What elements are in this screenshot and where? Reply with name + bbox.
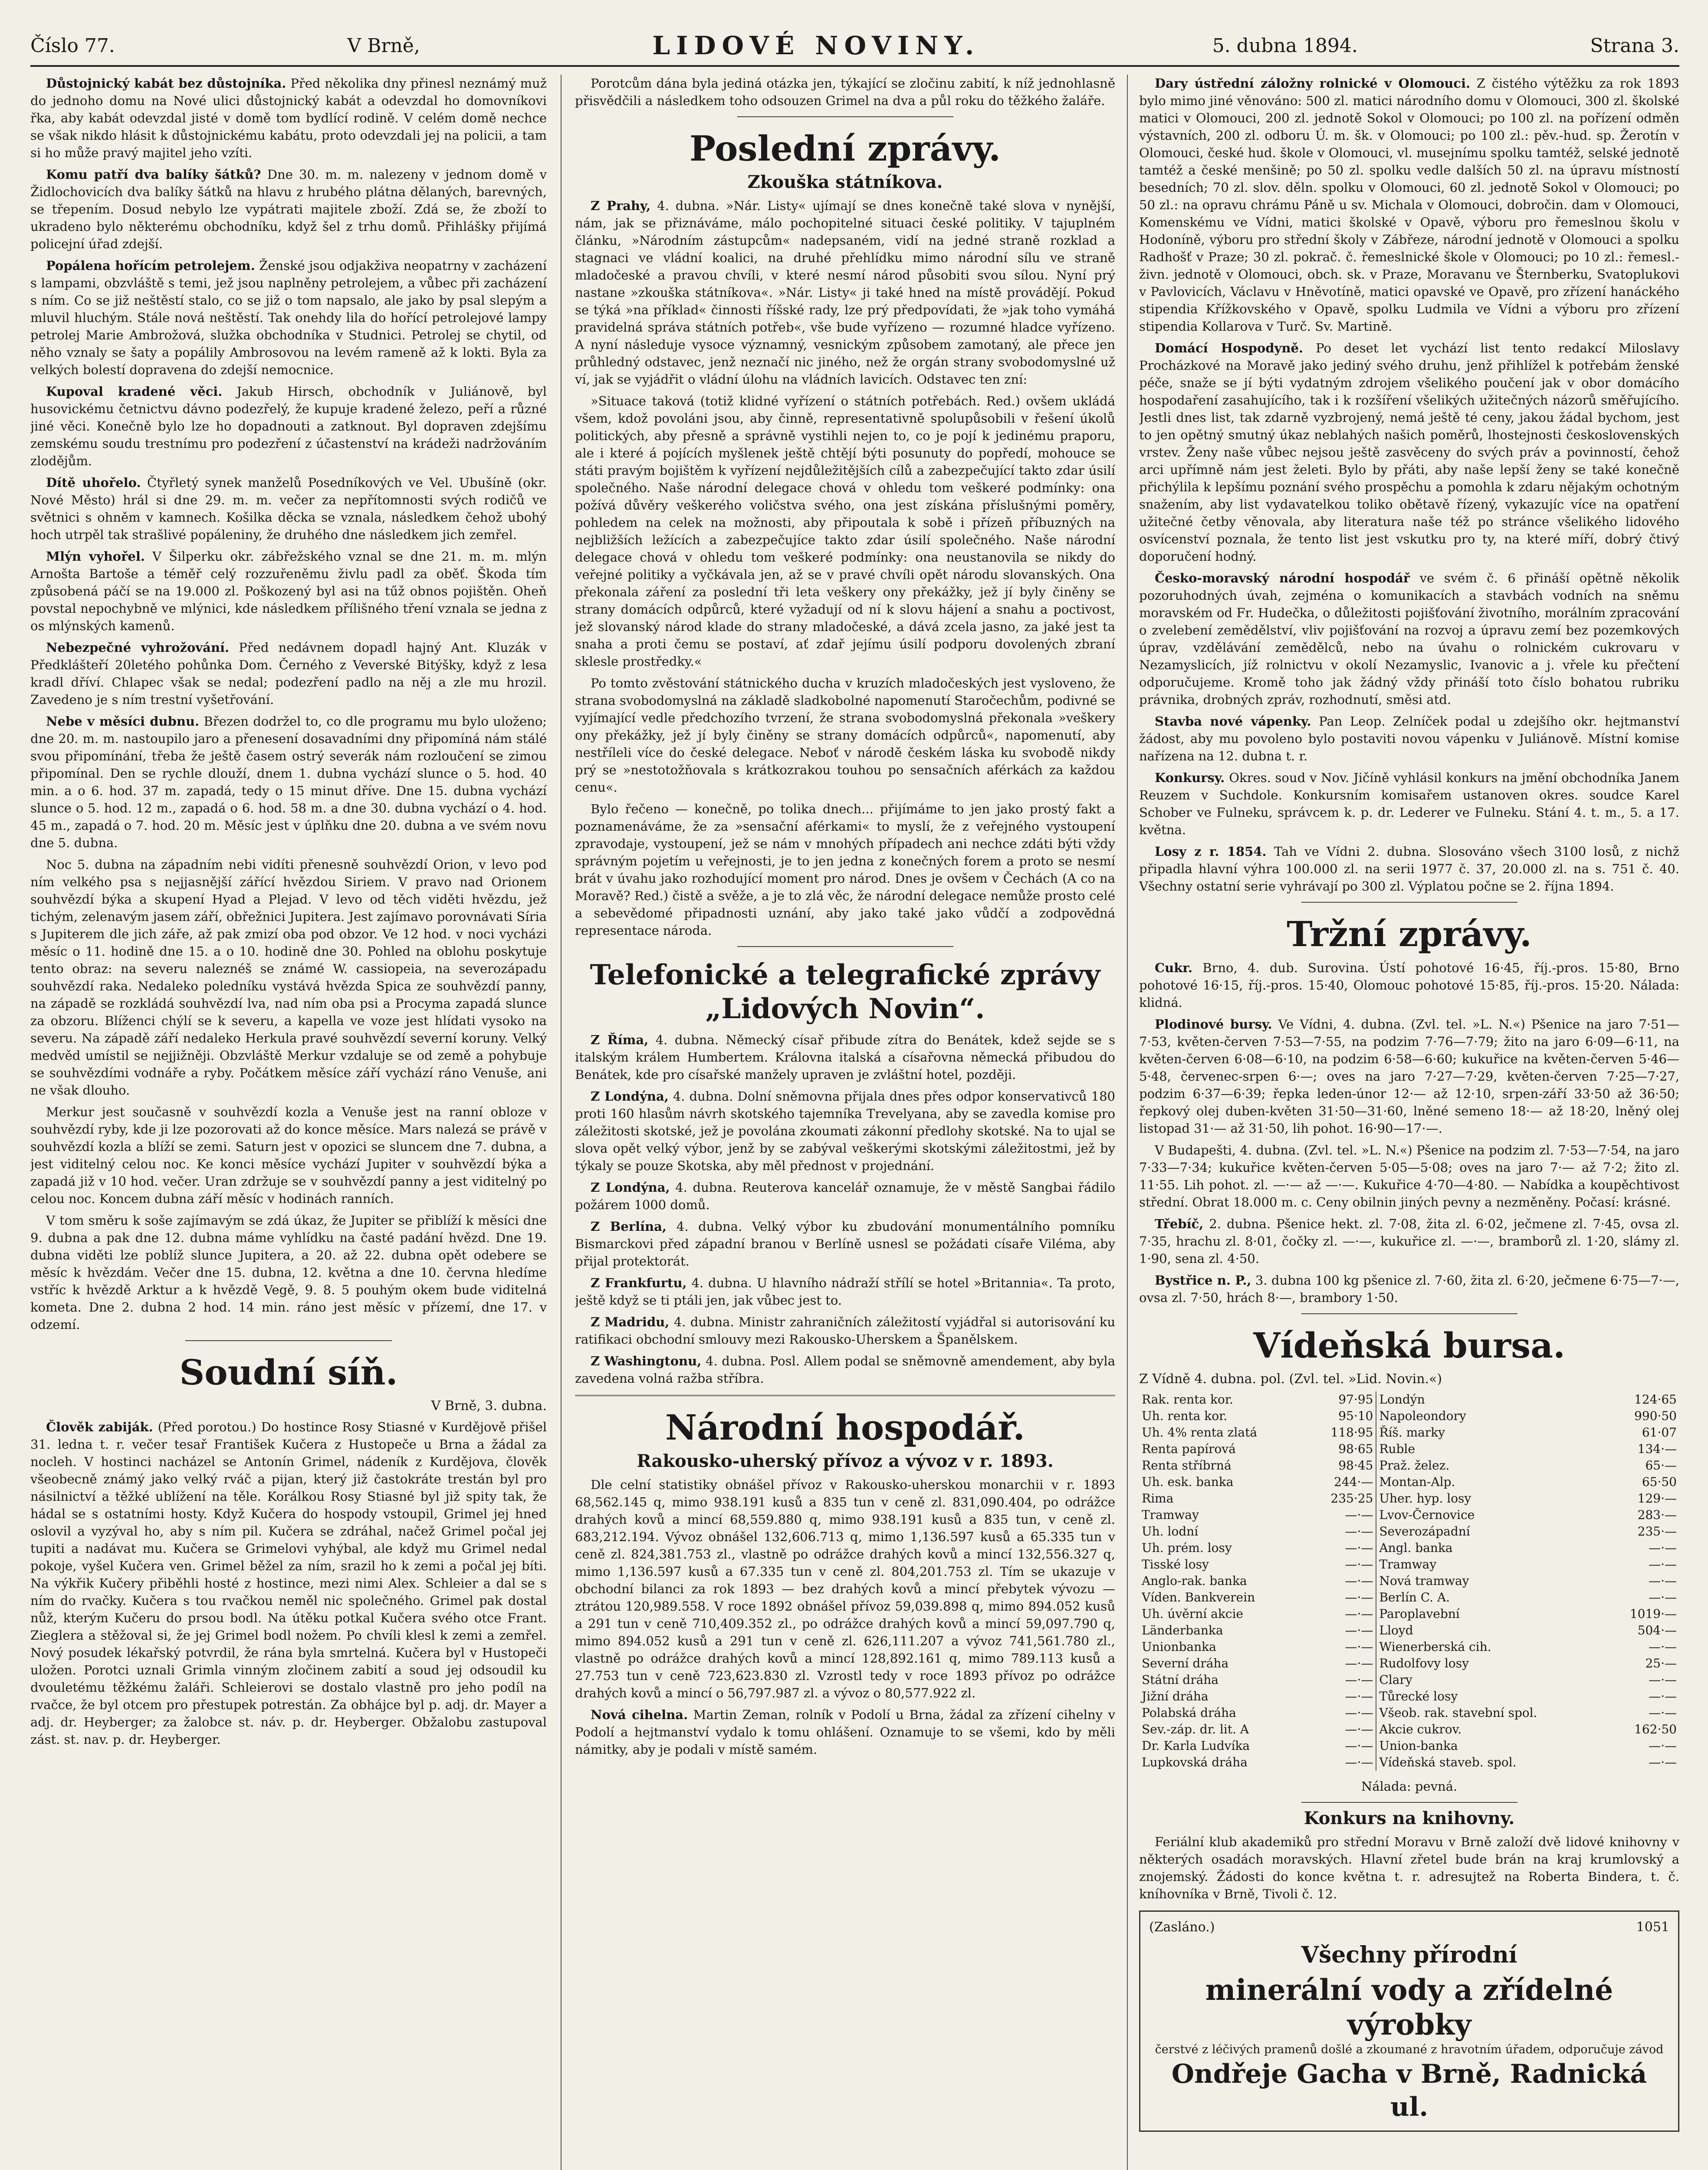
bursa-value: —·— bbox=[1308, 1523, 1376, 1540]
section-title-economy: Národní hospodář. bbox=[665, 1407, 1025, 1448]
bursa-value: 97·95 bbox=[1308, 1391, 1376, 1408]
bursa-value: 990·50 bbox=[1634, 1409, 1677, 1423]
bursa-value: 1019·— bbox=[1629, 1607, 1677, 1621]
bursa-value: —·— bbox=[1649, 1706, 1677, 1720]
article-lead: Dítě uhořelo. bbox=[46, 475, 141, 490]
article-paragraph bbox=[575, 1179, 1115, 1213]
bursa-name: Ruble bbox=[1379, 1442, 1415, 1456]
ad-text: čerstvé z léčivých pramenů došlé a zkoumané z hravotním úřadem, odporučuje závod bbox=[1155, 2043, 1664, 2056]
article-text: Po tomto zvěstování státnického ducha v kruzích mladočeských jest vysloveno, že strana svobodomyslná na základě sladkobolné napomenutí Staročechům, podivné se vyjímající vedle předchozího tvrzení, že strana svobodomyslná překonala »veškery ony překážky, jež jí byly činěny se strany domácích odpůrců«, napomenutí, aby nestříleli více do české delegace. Neboť v národě českém láska ku svobodě nikdy prý se »nestotožňovala s krátkozrakou touhou po sensačních aférkách za každou cenu«. bbox=[575, 676, 1115, 795]
article-lead: Komu patří dva balíky šátků? bbox=[46, 167, 261, 182]
issue-date: 5. dubna 1894. bbox=[1212, 34, 1358, 57]
article-text: 4. dubna. »Nár. Listy« ujímají se dnes konečně také slova v nynější, nám, jak se přiznáváme, málo pochopitelné situaci české politiky. V tajuplném článku, »Národním zástupcům« nadepsaném, vidí na jedné straně rozklad a stagnaci ve vládní koalici, na druhé přehlídku mimo národní sílu ve straně mladočeské a pravou chvíli, v které nesmí národ působiti svou sílou. Nyní prý nastane »zkouška státníkova«. »Nár. Listy« ji také hned na místě provádějí. Pokud se týká »na příklad« činnosti říšské rady, lze prý předpovídati, že »jak toho vymáhá pravidelná správa státních potřeb«, vše bude vyřízeno — rozumné hladce vyřízeno. A nyní následuje vysoce významný, vesnickým způsobem zamotaný, ale přece jen průhledný odstavec, jenž neznačí nic jiného, než že orgán strany svobodomyslné už ví, jak se vyjádřit o vládní úlohu na vládních lavicích. Odstavec ten zní: bbox=[575, 198, 1115, 387]
section-title-latest: Poslední zprávy. bbox=[689, 128, 1001, 169]
bursa-value: 244·— bbox=[1308, 1474, 1376, 1490]
article-paragraph bbox=[30, 713, 547, 852]
telegraph-news bbox=[575, 1031, 1115, 1387]
separator bbox=[737, 946, 953, 947]
separator bbox=[1301, 902, 1517, 903]
bursa-value: —·— bbox=[1308, 1639, 1376, 1655]
bursa-value: 25·— bbox=[1645, 1656, 1677, 1670]
bursa-value: 95·10 bbox=[1308, 1408, 1376, 1424]
article-text: 4. dubna. Dolní sněmovna přijala dnes přes odpor konservativců 180 proti 160 hlasům návrh skotského tajemníka Trevelyana, aby se zavedla komise pro záležitosti skotské, jež je povolána zkoumati zákonní předlohy skotské. Na to ujal se slova opět velký výbor, jenž by se zabýval veškerými skotskými záležitostmi, jež by týkaly se pouze Skotska, aby měl přednost v projednání. bbox=[575, 1089, 1115, 1173]
market-news bbox=[1139, 959, 1679, 1306]
article-text: 3. dubna 100 kg pšenice zl. 7·60, žita zl. 6·20, ječmene 6·75—7·—, ovsa zl. 7·50, hrách 8·—, brambory 1·50. bbox=[1139, 1273, 1679, 1305]
bursa-name: Dr. Karla Ludvíka bbox=[1142, 1739, 1250, 1753]
article-text: 4. dubna. Ministr zahraničních záležitostí vyjádřal si autorisování ku ratifikaci obchodní smlouvy mezi Rakousko-Uherskem a Španělskem. bbox=[575, 1315, 1115, 1347]
bursa-name: Tisské losy bbox=[1142, 1557, 1209, 1572]
bursa-name: Berlín C. A. bbox=[1379, 1590, 1450, 1604]
bursa-name: Länderbanka bbox=[1142, 1623, 1223, 1637]
article-lead: Domácí Hospodyně. bbox=[1155, 341, 1304, 355]
article-lead: Třebíč, bbox=[1155, 1217, 1204, 1231]
bursa-value: —·— bbox=[1308, 1738, 1376, 1754]
separator bbox=[185, 1340, 392, 1341]
article-paragraph bbox=[575, 392, 1115, 670]
article-paragraph bbox=[575, 1274, 1115, 1309]
article-paragraph bbox=[30, 474, 547, 543]
bursa-value: —·— bbox=[1308, 1754, 1376, 1771]
table-row bbox=[1139, 1441, 1679, 1457]
article-paragraph: Porotcům dána byla jediná otázka jen, týkající se zločinu zabití, k níž jednohlasně přisvědčili a následkem toho odsouzen Grimel na dva a půl roku do těžkého žaláře. bbox=[575, 76, 1115, 108]
bursa-name: Uh. esk. banka bbox=[1142, 1475, 1234, 1489]
column-1 bbox=[30, 75, 547, 2170]
article-text: Merkur jest současně v souhvězdí kozla a Venuše jest na ranní obloze v souhvězdí ryby, kde ji lze pozorovati až do konce měsíce. Mars nalezá se právě v souhvězdí kozla a blíží se zemi. Saturn jest v opozici se sluncem dne 7. dubna, a jest viditelný celou noc. Ke konci měsíce vychází Jupiter v souhvězdí býka a zapadá již v 10 hod. večer. Uran zdržuje se v souhvězdí panny a jest viditelný po celou noc. Koncem dubna září měsíc v hodinách ranních. bbox=[30, 1105, 547, 1206]
bursa-value: 129·— bbox=[1637, 1491, 1677, 1506]
article-lead: Kupoval kradené věci. bbox=[46, 384, 223, 399]
table-row bbox=[1139, 1540, 1679, 1556]
article-lead: Z Washingtonu, bbox=[591, 1354, 702, 1368]
article-text: 4. dubna. Posl. Allem podal se sněmovně amendement, aby byla zavedena volná ražba stříbra. bbox=[575, 1354, 1115, 1386]
column-3 bbox=[1139, 75, 1679, 2170]
bursa-name: Akcie cukrov. bbox=[1379, 1722, 1462, 1736]
table-row bbox=[1139, 1457, 1679, 1474]
bursa-value: 162·50 bbox=[1634, 1722, 1677, 1736]
article-text: Brno, 4. dub. Surovina. Ústí pohotové 16·45, říj.-pros. 15·80, Brno pohotové 16·15, říj.-pros. 15·40, Olomouc pohotové 15·85, říj.-pros. 15·20. Nálada: klidná. bbox=[1139, 960, 1679, 1010]
table-row bbox=[1139, 1490, 1679, 1507]
bursa-name: Montan-Alp. bbox=[1379, 1475, 1455, 1489]
bursa-value: —·— bbox=[1649, 1541, 1677, 1555]
article-title: Rakousko-uherský přívoz a vývoz v r. 1893. bbox=[637, 1451, 1054, 1471]
bursa-name: Nová tramway bbox=[1379, 1574, 1469, 1588]
table-row bbox=[1139, 1622, 1679, 1639]
section-title-market: Tržní zprávy. bbox=[1287, 914, 1532, 954]
economy-news bbox=[575, 1476, 1115, 1758]
article-paragraph bbox=[1139, 1272, 1679, 1306]
bursa-name: Londýn bbox=[1379, 1392, 1425, 1407]
table-row bbox=[1139, 1655, 1679, 1672]
table-row bbox=[1139, 1639, 1679, 1655]
ad-title: Všechny přírodní bbox=[1301, 1942, 1517, 1968]
article-paragraph bbox=[30, 1212, 547, 1333]
dateline: Z Vídně 4. dubna. pol. (Zvl. tel. »Lid. Novin.«) bbox=[1139, 1371, 1442, 1387]
bursa-value: —·— bbox=[1308, 1589, 1376, 1606]
article-paragraph bbox=[30, 75, 547, 161]
article-lead: Losy z r. 1854. bbox=[1155, 844, 1267, 859]
bursa-value: 235·25 bbox=[1308, 1490, 1376, 1507]
article-lead: Česko-moravský národní hospodář bbox=[1155, 571, 1410, 585]
bursa-value: —·— bbox=[1308, 1507, 1376, 1523]
bursa-name: Praž. želez. bbox=[1379, 1458, 1450, 1473]
bursa-name: Tramway bbox=[1142, 1508, 1199, 1522]
bursa-value: —·— bbox=[1649, 1557, 1677, 1572]
article-lead: Důstojnický kabát bez důstojníka. bbox=[46, 76, 286, 91]
table-row bbox=[1139, 1391, 1679, 1408]
bursa-name: Uh. renta kor. bbox=[1142, 1409, 1228, 1423]
article-text: Pan Leop. Zelníček podal u zdejšího okr. hejtmanství žádost, aby mu povoleno bylo postaviti novou vápenku v Juliánově. Místní komise nařízena na 12. dubna t. r. bbox=[1139, 714, 1679, 763]
bursa-name: Rak. renta kor. bbox=[1142, 1392, 1234, 1407]
article-lead: Z Berlína, bbox=[591, 1219, 667, 1234]
article-lead: Z Londýna, bbox=[591, 1180, 670, 1195]
article-text: 2. dubna. Pšenice hekt. zl. 7·08, žita zl. 6·02, ječmene zl. 7·45, ovsa zl. 7·35, hrachu zl. 8·01, čočky zl. —·—, kukuřice zl. —·—, bramborů zl. 1·20, slámy zl. 1·90, sena zl. 4·50. bbox=[1139, 1217, 1679, 1266]
bursa-name: Víden. Bankverein bbox=[1142, 1590, 1255, 1604]
newspaper-title: LIDOVÉ NOVINY. bbox=[652, 31, 980, 60]
article-lead: Nebe v měsíci dubnu. bbox=[46, 714, 200, 729]
article-text: Z čistého výtěžku za rok 1893 bylo mimo jiné věnováno: 500 zl. matici národního domu v Olomouci, 300 zl. školské matici v Olomouci, 200 zl. jednotě Sokol v Olomouci; po 100 zl. na pořízení odměn výstavních, 200 zl. odboru Ú. m. šk. v Olomouci; po 100 zl.: pěv.-hud. sp. Žerotín v Olomouci, české hud. škole v Olomouci, vl. musejnímu spolku tamtéž, selské jednotě tamtéž a české menšině; po 50 zl. spolku vedle dalších 50 zl. na úpravu místností besedních; 70 zl. slov. děln. spolku v Olomouci, 60 zl. jednotě Sokol v Olomouci; po 50 zl.: na opravu chrámu Páně u sv. Michala v Olomouci, dobročin. dam v Olomouci, Komenskému ve Vídni, matici školské v Opavě, výboru pro řemeslnou školu v Hodoníně, výboru pro střední školy v Zábřeze, národní jednotě v Olomouci a spolku Radhošť v Praze; 30 zl. pokrač. č. řemeslnické škole v Olomouci; po 10 zl.: řemesl.-živn. jednotě v Olomouci, obch. sk. v Praze, Moravanu ve Šternberku, Svatoplukovi v Pavlovicích, Václavu v Hněvotíně, matici opavské ve Opavě, pro zřízení hanáckého stipendia Křížkovského v Opavě, spolku Ludmila ve Vídni a výboru pro zřízení stipendia Kollarova v Turč. Sv. Martině. bbox=[1139, 76, 1679, 334]
bursa-name: Polabská dráha bbox=[1142, 1706, 1236, 1720]
bursa-value: —·— bbox=[1649, 1739, 1677, 1753]
article-paragraph bbox=[1139, 1215, 1679, 1267]
issue-number: Číslo 77. bbox=[30, 34, 115, 57]
table-row bbox=[1139, 1408, 1679, 1424]
column-rule bbox=[1127, 75, 1128, 2170]
bursa-name: Anglo-rak. banka bbox=[1142, 1574, 1247, 1588]
article-paragraph bbox=[30, 856, 547, 1099]
bursa-value: 283·— bbox=[1637, 1508, 1677, 1522]
table-row bbox=[1139, 1507, 1679, 1523]
bursa-name: Wienerberská cih. bbox=[1379, 1640, 1491, 1654]
article-text: Před nedávnem dopadl hajný Ant. Kluzák v Předklášteří 20letého pohůnka Dom. Černého z Veverské Bitýšky, když z lesa kradl dříví. Chlapec však se nedal; podezření padlo na něj a zle mu hrozil. Zavedeno je s ním trestní vyšetřování. bbox=[30, 640, 547, 707]
article-paragraph bbox=[1139, 75, 1679, 335]
bursa-value: —·— bbox=[1649, 1755, 1677, 1769]
bursa-name: Renta papírová bbox=[1142, 1442, 1236, 1456]
article-lead: Stavba nové vápenky. bbox=[1155, 714, 1311, 729]
article-paragraph bbox=[30, 257, 547, 378]
article-text: Jakub Hirsch, obchodník v Juliánově, byl husovickému četnictvu dávno podezřelý, že kupuje kradené železo, peří a různé jiné věci. Konečně bylo lze ho dopadnouti a zatknout. Byl dopraven zdejšímu zemskému soudu trestnímu pro podezření z účastenství na krádeži nadržováním zlodějům. bbox=[30, 384, 547, 468]
bursa-name: Uh. úvěrní akcie bbox=[1142, 1607, 1243, 1621]
bursa-name: Jižní dráha bbox=[1142, 1689, 1209, 1703]
table-row bbox=[1139, 1589, 1679, 1606]
bursa-value: —·— bbox=[1308, 1705, 1376, 1721]
table-row bbox=[1139, 1721, 1679, 1738]
article-paragraph bbox=[1139, 959, 1679, 1011]
article-paragraph bbox=[575, 1352, 1115, 1387]
latest-news bbox=[575, 197, 1115, 939]
bursa-name: Říš. marky bbox=[1379, 1425, 1445, 1440]
article-text: (Před porotou.) Do hostince Rosy Stiasné v Kurdějově přišel 31. ledna t. r. večer tesař František Kučera z Hustopeče u Brna a žádal za nocleh. V hostinci nacházel se Antonín Grimel, nádeník z Kurdějova, člověk všeobecně známý jako velký rváč a pijan, který již častokráte trestán byl pro násilnictví a těžké ublížení na těle. Korálkou Rosy Stiasné byl již spity tak, že hádal se s ostatními hosty. Když Kučera do hospody vstoupil, Grimel jej hned oslovil a vyzýval ho, aby s ním pil. Kučera se zdráhal, načež Grimel počal jej tupiti a nadávat mu. Kučera se Grimelovi vyhýbal, ale když mu Grimel nedal pokoje, vyšel Kučera ven. Grimel běžel za ním, srazil ho k zemi a počal jej bíti. Na výkřik Kučery přiběhli hosté z hostince, mezi nimi Alex. Schleier a dal se s ním do rvačky. Kučera s tou rvačkou neměl nic společného. Grimel pak dostal nůž, kterým Kučeru do prsou bodl. Na útěku potkal Kučera svého otce Frant. Zieglera a stěžoval si, že jej Grimel bodl nožem. Po chvíli klesl k zemi a zemřel. Nový posudek lékařský potvrdil, že rána byla smrtelná. Kučera byl v Hustopeči uložen. Porotci uznali Grimla vinným zločinem zabití a soud jej odsoudil ku dvouletému těžkému žaláři. Schleierovi se dostalo vlastně pro jeho podíl na rvačce, že byl otcem pro přestupek potrestán. Za obhájce byl p. adj. dr. Mayer a adj. dr. Heyberger; za žalobce st. náv. p. dr. Heyberger. Obžalobu zastupoval zást. st. nav. p. dr. Heyberger. bbox=[30, 1420, 547, 1747]
bursa-name: Paroplavební bbox=[1379, 1607, 1460, 1621]
bursa-name: Rudolfovy losy bbox=[1379, 1656, 1469, 1670]
article-lead: Mlýn vyhořel. bbox=[46, 549, 145, 564]
article-lead: Nová cihelna. bbox=[591, 1707, 688, 1722]
bursa-value: —·— bbox=[1308, 1721, 1376, 1738]
article-text: Dne 30. m. m. nalezeny v jednom domě v Židlochovicích dva balíky šátků na hlavu z hrubého plátna dělaných, barevných, se třepením. Dosud nebylo lze vypátrati majitele zboží. Zdá se, že zboží to ukradeno bylo některému obchodníku, když šel z trhu domů. Přihlášky přijímá policejní úřad zdejší. bbox=[30, 167, 547, 251]
article-text: Noc 5. dubna na západním nebi vidíti přenesně souhvězdí Orion, v levo pod ním velkého psa s nejjasnější zářící hvězdou Siriem. V pravo nad Orionem souhvězdí býka a skupení Hyad a Plejad. V levo od těch viděti hvězdu, jež tichým, zelenavým jasem září, obřežnici Jupitera. Jest zajímavo porovnávati Síria s Jupiterem dle jich záře, až pak zmizí oba pod obzor. Ve 12 hod. v noci vycházi měsíc o 11. hodině dne 15. a o 10. hodině dne 30. Pohled na oblohu poskytuje tento obraz: na severu naleznéš se známé W. cassiopeia, na severozápadu souhvězdí raka. Nedaleko poledníku vystává hvězda Spica ze souhvězdí panny, na západě se rozkládá souhvězdí lva, nad ním oba psi a Procyma zapadá slunce za obzoru. Blíženci chýlí se k severu, a kapella ve voze jest hlídati vysoko na severu. Na západě září nedaleko Herkula pravé souhvězdí severní koruny. Velký medvěd umístil se nejjižněji. Obzvláště Merkur vzdaluje se od země a pohybuje se souhvězdími vodnáře a ryby. Počátkem měsíce září vychází ráno Venuše, ani ne však dlouho. bbox=[30, 857, 547, 1098]
bursa-value: 65·50 bbox=[1642, 1475, 1677, 1489]
article-paragraph bbox=[30, 639, 547, 708]
bursa-name: Uh. lodní bbox=[1142, 1524, 1199, 1539]
article-text: V tom směru k soše zajímavým se zdá úkaz, že Jupiter se přiblíží k měsíci dne 9. dubna a pak dne 12. dubna máme vyhlídku na časté padání hvězd. Dne 19. dubna viděti lze poblíž slunce Jupitera, a 20. až 22. dubna opět odebere se měsíc k hvězdám. Večer dne 15. dubna, 12. května a dne 10. června hledíme vstříc k hvězdě Arktur a k hvězdě Vegě, 9. 8. 5 pouhým okem bude viditelná kometa. Dne 2. dubna 2 hod. 14 min. ráno jest měsíc v přízemí, dne 17. v odzemí. bbox=[30, 1213, 547, 1332]
article-lead: Z Frankfurtu, bbox=[591, 1276, 687, 1290]
bursa-name: Uh. prém. losy bbox=[1142, 1541, 1232, 1555]
separator bbox=[1301, 1802, 1517, 1803]
article-title: Konkurs na knihovny. bbox=[1304, 1808, 1515, 1828]
article-paragraph bbox=[1139, 339, 1679, 565]
article-text: 4. dubna. Německý císař přibude zítra do Benátek, kdež sejde se s italským králem Humbertem. Královna italská a císařovna německá přibudou do Benátek, kde pro císařské manžely upraven je zvláštní hotel, později. bbox=[575, 1032, 1115, 1082]
article-lead: Popálena hořícím petrolejem. bbox=[46, 258, 255, 273]
bursa-name: Tůrecké losy bbox=[1379, 1689, 1458, 1703]
column-2 bbox=[575, 75, 1115, 2170]
table-row bbox=[1139, 1606, 1679, 1622]
masthead bbox=[30, 26, 1679, 67]
article-paragraph: Feriální klub akademiků pro střední Moravu v Brně založí dvě lidové knihovny v některých osadách moravských. Hlavní zřetel bude brán na kraj krumlovský a znojemský. Žádosti do konce května t. r. adresujtež na Roberta Bindera, t. č. kníhovníka v Brně, Tivoli č. 12. bbox=[1139, 1835, 1679, 1901]
bursa-name: Severní dráha bbox=[1142, 1656, 1229, 1670]
bursa-name: Uher. hyp. losy bbox=[1379, 1491, 1472, 1506]
page-number: Strana 3. bbox=[1590, 34, 1679, 57]
separator bbox=[737, 116, 953, 117]
bursa-value: 98·45 bbox=[1308, 1457, 1376, 1474]
bursa-name: Státní dráha bbox=[1142, 1673, 1219, 1687]
article-paragraph bbox=[1139, 769, 1679, 838]
article-paragraph bbox=[575, 1088, 1115, 1174]
separator bbox=[575, 1395, 1115, 1396]
table-row bbox=[1139, 1556, 1679, 1573]
article-paragraph bbox=[1139, 843, 1679, 895]
bursa-name: Lupkovská dráha bbox=[1142, 1755, 1248, 1769]
bursa-value: —·— bbox=[1649, 1574, 1677, 1588]
article-paragraph bbox=[30, 548, 547, 635]
bursa-value: 98·65 bbox=[1308, 1441, 1376, 1457]
table-row bbox=[1139, 1688, 1679, 1705]
section-title-telegraph: Telefonické a telegrafické zprávy „Lidových Novin“. bbox=[590, 959, 1100, 1025]
bursa-value: —·— bbox=[1649, 1590, 1677, 1604]
column-rule bbox=[561, 75, 562, 2170]
article-lead: Z Londýna, bbox=[591, 1089, 669, 1104]
bursa-name: Napoleondory bbox=[1379, 1409, 1466, 1423]
bursa-value: —·— bbox=[1308, 1573, 1376, 1589]
article-text: 4. dubna. Reuterova kancelář oznamuje, že v městě Sangbai řádilo požárem 1000 domů. bbox=[575, 1180, 1115, 1212]
ad-title: minerální vody a zřídelné výrobky bbox=[1205, 1973, 1613, 2042]
article-paragraph bbox=[575, 1476, 1115, 1702]
article-paragraph bbox=[30, 1418, 547, 1748]
article-text: V Šilperku okr. zábřežského vznal se dne 21. m. m. mlýn Arnošta Bartoše a téměř celý rozzuřeněmu živlu padl za oběť. Škoda tím způsobená páčí se na 19.000 zl. Poškozený byl asi na tűž obnos pojištěn. Oheň povstal nepochybně ve mlýnici, kde následkem přílišného tření vznala se jedna z os mlýnských kamenů. bbox=[30, 549, 547, 633]
article-lead: Z Madridu, bbox=[591, 1315, 670, 1329]
bursa-name: Sev.-záp. dr. lit. A bbox=[1142, 1722, 1249, 1736]
article-paragraph bbox=[575, 1031, 1115, 1083]
ad-number: 1051 bbox=[1636, 1920, 1669, 1935]
article-paragraph bbox=[575, 1706, 1115, 1758]
article-lead: Z Říma, bbox=[591, 1032, 649, 1047]
bursa-value: 235·— bbox=[1637, 1524, 1677, 1539]
table-row bbox=[1139, 1424, 1679, 1441]
article-text: Tah ve Vídni 2. dubna. Slosováno všech 3100 losů, z nichž připadla hlavní výhra 100.000 zl. na serii 1977 č. 37, 20.000 zl. na s. 751 č. 40. Všechny ostatní serie vyhrávají po 300 zl. Výplatou počne se 2. října 1894. bbox=[1139, 844, 1679, 894]
bursa-value: —·— bbox=[1308, 1540, 1376, 1556]
article-paragraph bbox=[575, 197, 1115, 388]
bursa-name: Uh. 4% renta zlatá bbox=[1142, 1425, 1257, 1440]
bursa-name: Lvov-Černovice bbox=[1379, 1508, 1475, 1522]
article-paragraph bbox=[1139, 713, 1679, 765]
article-text: ve svém č. 6 přináší opětně několik pozoruhodných úvah, zejména o komunikacích a stavbách vodních na sněmu moravském od Fr. Hudečka, o důležitosti pojišťování životního, morálním zpracování o zvelebení zemědělství, vliv pojišťování na rozvoj a úpravu zemí bez pozemkových úprav, vzdělávání zemědělců, nebo na úvahu o rolnickém cukrovaru v Nezamyslicích, jíž rolnictvu v okolí Nezamyslic, Ivanovic a j. vřele ku přečtení odporučujeme. Kromě toho jak žádný vždy přináší toto číslo bohatou rubriku právnika, drobných zpráv, rozhodnutí, směsi atd. bbox=[1139, 571, 1679, 707]
article-text: Ve Vídni, 4. dubna. (Zvl. tel. »L. N.«) Pšenice na jaro 7·51—7·53, květen-červen 7·53—7·55, na podzim 7·76—7·79; žito na jaro 6·09—6·11, na květen-červen 6·08—6·10, na podzim 6·58—6·60; kukuřice na květen-červen 5·46—5·48, červenec-srpen 6·—; oves na jaro 7·27—7·29, květen-červen 7·25—7·27, podzim 6·37—6·39; řepka leden-únor 12·— až 12·10, srpen-září 33·50 až 36·50; řepkový olej duben-květen 31·50—31·60, lněné semeno 18·— až 18·20, lněný olej listopad 31·— až 31·50, lih pohot. 16·90—17·—. bbox=[1139, 1017, 1679, 1136]
ad-header: (Zasláno.) bbox=[1149, 1920, 1215, 1935]
table-row bbox=[1139, 1573, 1679, 1589]
article-paragraph bbox=[1139, 569, 1679, 708]
article-text: Po deset let vychází list tento redakcí Miloslavy Procházkové na Moravě jako jediný svého druhu, jenž přihlížel k potřebám ženské péče, snaže se jí býti vydatným zdrojem všelikého poučení jak v obor domácího hospodaření zasahujícího, tak i k rozšíření všelikých užitečných názorů směřujícího. Jestli dnes list, tak zdarně vyzbrojený, nemá ještě té ceny, jakou žádal bychom, jest to jen opětný smutný úkaz neblahých našich poměrů, lhostejnosti československých vrstev. Ženy naše vůbec nejsou ještě zasvěceny do svých práv a povinností, čehož arci upřímně nám jest želeti. Bylo by přáti, aby naše lepší ženy se také konečně přichýlila k lepšímu poznání svého prospěchu a pomohla k zdaru nějakým ochotným snažením, aby list vydavatelkou toliko obětavě řízený, vykazujíc více na opatření užitečné četby věnovala, aby literatura naše též po stránce všelikého lidového osvícenství poznala, že tento list jest vskutku pro ty, na které míří, dobrý čtivý doporučení hodný. bbox=[1139, 341, 1679, 564]
article-paragraph bbox=[575, 674, 1115, 796]
table-row bbox=[1139, 1738, 1679, 1754]
bursa-value: —·— bbox=[1308, 1556, 1376, 1573]
bursa-value: —·— bbox=[1308, 1688, 1376, 1705]
article-text: »Situace taková (totiž klidné vyřízení o státních potřebách. Red.) ovšem ukládá všem, kdož povoláni jsou, aby činně, representativně spolupůsobili v řešení úkolů politických, aby přesně a správně vystihli nejen to, co je pojí k jedinému praporu, ale i které á pojících myšlenek ještě chtějí býti posunuty do popředí, mohouce se státi pravým bojištěm k vyřízení nejdůležitějších cílů a zabezpečující takto zdar úsilí společného. Naše národní delegace chová v ohledu tom veškeré podmínky: ona požívá důvěry veškerého voličstva svého, ona jest získána příslušnými poměry, pohledem na celek na možnosti, aby připoutala k sobě i přízeň příbuzných na nejbližších ležících a zabezpečujíce takto zdar úsilí společného. Naše národní delegace chová v ohledu tom veškeré podmínky: ona neustanovila se nikdy do veřejné politiky a vyčkávala jen, až se v pravé chvíli opět národu slovanských. Ona překonala záření za poslední tři leta veškery ony překážky, jež jí byly činěny se strany domácích odpůrců, které vyžadují od ní k slovu hájení a snahu a poctivost, jež slovanský národ klade do strany mladočeské, a dává zcela jasno, za jaké jest ta snaha a proti čemu se postaví, ať zdař jejímu úsilí podporu dovolených zbraní sklesle prostředky.« bbox=[575, 394, 1115, 669]
bursa-name: Všeob. rak. stavební spol. bbox=[1379, 1706, 1537, 1720]
article-paragraph bbox=[30, 166, 547, 253]
article-text: Před několika dny přinesl neznámý muž do jednoho domu na Nové ulici důstojnický kabát a odevzdal ho domovníkovi řka, aby kabát odevzdal jisté v domě tom bydlící rodině. V celém domě nechce se však nikdo hlásit k důstojnickému kabátu, proto odevzdali jej na policii, a tam si ho může pravý majitel jeho vzíti. bbox=[30, 76, 547, 160]
article-text: 4. dubna. U hlavního nádraží střílí se hotel »Britannia«. Ta proto, ještě když se ti ptáli jen, jak vůbec jest to. bbox=[575, 1276, 1115, 1308]
bursa-value: —·— bbox=[1308, 1672, 1376, 1688]
article-lead: Cukr. bbox=[1155, 960, 1192, 975]
bursa-value: —·— bbox=[1308, 1622, 1376, 1639]
bursa-value: —·— bbox=[1308, 1655, 1376, 1672]
bursa-value: —·— bbox=[1649, 1673, 1677, 1687]
advertisement bbox=[1139, 1910, 1679, 2132]
article-paragraph bbox=[575, 800, 1115, 939]
bursa-name: Clary bbox=[1379, 1673, 1412, 1687]
bursa-name: Tramway bbox=[1379, 1557, 1437, 1572]
article-text: 4. dubna. Velký výbor ku zbudování monumentálního pomníku Bismarckovi před západní branou v Berlíně usnesl se požádati císaře Viléma, aby přijal protektorát. bbox=[575, 1219, 1115, 1269]
bursa-value: —·— bbox=[1649, 1689, 1677, 1703]
bursa-value: 124·65 bbox=[1634, 1392, 1677, 1407]
article-text: Bylo řečeno — konečně, po tolika dnech... přijímáme to jen jako prostý fakt a poznamenáváme, že za »sensační aférkami« to myslí, že z veřejného vystoupení zpravodaje, vystoupení, jež se nám v mnohých případech ani nechce zdáti býti vždy správným pojetím u veřejnosti, je to jen jedna z konečných forem a proto se nesmí brát v úvahu jako rozhodující moment pro národ. Dnes je ovšem v Čechách (A co na Moravě? Red.) čistě a svěže, a je to zlá věc, že národní delegace nemůže prosto celé a sebevědomé připadnosti uznání, aby jako také jako vůdčí a zodpovědná representace národa. bbox=[575, 802, 1115, 938]
article-lead: Člověk zabiják. bbox=[46, 1420, 153, 1434]
article-text: Čtyřletý synek manželů Posedníkových ve Vel. Ubušíně (okr. Nové Město) hrál si dne 29. m. m. večer za nepřítomnosti svých rodičů ve světnici s ohněm v kamnech. Košilka děcka se vznala, následkem čehož ubohý hoch utrpěl tak strašlivé popáleniny, že druhého dne následkem jich zemřel. bbox=[30, 475, 547, 542]
article-paragraph bbox=[30, 383, 547, 470]
masthead-city: V Brně, bbox=[347, 34, 420, 57]
table-row bbox=[1139, 1474, 1679, 1490]
bursa-table bbox=[1139, 1391, 1679, 1771]
bursa-name: Rima bbox=[1142, 1491, 1174, 1506]
local-news bbox=[30, 75, 547, 1333]
table-row bbox=[1139, 1705, 1679, 1721]
article-text: Ženské jsou odjakživa neopatrny v zacházení s lampami, obzvláště s temi, jež jsou naplněny petrolejem, a vůbec při zacházení s ním. Co se již neštěstí stalo, co se již o tom napsalo, ale jako by psal slepým a mluvil hluchým. Stále nová neštěstí. Tak onehdy lila do hořící petrolejové lampy petrolej Marie Ambrožová, služka obchodníka v Studnici. Petrolej se chytil, od něho vznaly se šaty a popálily Ambrosovou na levém rameně až k lokti. Byla za velkých bolestí dopravena do zdejší nemocnice. bbox=[30, 258, 547, 377]
bursa-name: Renta stříbrná bbox=[1142, 1458, 1232, 1473]
bursa-value: 134·— bbox=[1637, 1442, 1677, 1456]
article-paragraph bbox=[30, 1103, 547, 1207]
table-row bbox=[1139, 1754, 1679, 1771]
bursa-name: Angl. banka bbox=[1379, 1541, 1453, 1555]
article-paragraph bbox=[1139, 1016, 1679, 1137]
article-text: Martin Zeman, rolník v Podolí u Brna, žádal za zřízení cihelny v Podolí a hejtmanství vydalo k tomu ohlášení. Oznamuje to se všemi, kdo by měli námitky, aby je podali v místě samém. bbox=[575, 1707, 1115, 1757]
table-row bbox=[1139, 1523, 1679, 1540]
bursa-value: —·— bbox=[1649, 1640, 1677, 1654]
article-lead: Bystřice n. P., bbox=[1155, 1273, 1251, 1288]
bursa-value: 118·95 bbox=[1308, 1424, 1376, 1441]
article-paragraph bbox=[575, 1218, 1115, 1270]
bursa-name: Vídeňská staveb. spol. bbox=[1379, 1755, 1517, 1769]
article-text: Okres. soud v Nov. Jičíně vyhlásil konkurs na jmění obchodníka Janem Reuzem v Suchdole. Konkursním komisařem ustanoven okres. soudce Karel Schober ve Fulneku, správcem k. p. dr. Lederer ve Fulneku. Stání 4. t. m., 5. a 17. května. bbox=[1139, 770, 1679, 837]
article-lead: Konkursy. bbox=[1155, 770, 1225, 785]
bursa-value: 65·— bbox=[1645, 1458, 1677, 1473]
court-news bbox=[30, 1418, 547, 1748]
article-lead: Dary ústřední záložny rolnické v Olomouci. bbox=[1155, 76, 1471, 91]
article-text: Dle celní statistiky obnášel přívoz v Rakousko-uherskou monarchii v r. 1893 68,562.145 q, mimo 938.191 kusů a 835 tun v ceně zl. 831,090.404, po odrážce drahých kovů a mincí 68,559.880 q, mimo 938.191 kusů a 835 tun, v ceně zl. 683,212.194. Vývoz obnášel 132,606.713 q, mimo 1,136.597 kusů a 65.335 tun v ceně zl. 824,381.753 zl., vlastně po odrážce drahých kovů a mincí 132,556.327 q, mimo 1,136.597 kusů a 67.335 tun v ceně zl. 804,201.753 zl. Tím se ukazuje v obchodní bilanci za rok 1893 — bez drahých kovů a mincí přebytek vývozu — ztrátou 120,989.558. V roce 1892 obnášel přívoz 59,039.898 q, mimo 894.052 kusů a 291 tun v ceně 710,409.352 zl., po odrážce drahých kovů a mincí 59,097.790 q, mimo 894.052 kusů a 291 tun v ceně zl. 626,111.207 a vývoz 741,561.780 zl., vlastně po odrážce drahých kovů a mincí 128,892.161 q, mimo 789.113 kusů a 27.753 tun v ceně 723,623.830 zl. Vzrostl tedy v roce 1893 přívoz po odrážce drahých kovů a mincí o 56,797.987 zl. a vývoz o 80,577.922 zl. bbox=[575, 1477, 1115, 1700]
dateline: V Brně, 3. dubna. bbox=[431, 1398, 547, 1414]
bursa-value: 61·07 bbox=[1642, 1425, 1677, 1440]
newspaper-page bbox=[30, 26, 1679, 2170]
bursa-mood: Nálada: pevná. bbox=[1361, 1779, 1458, 1794]
bursa-name: Union-banka bbox=[1379, 1739, 1458, 1753]
article-paragraph bbox=[1139, 1141, 1679, 1211]
bursa-name: Unionbanka bbox=[1142, 1640, 1216, 1654]
article-lead: Nebezpečné vyhrožování. bbox=[46, 640, 230, 655]
bursa-name: Severozápadní bbox=[1379, 1524, 1470, 1539]
article-lead: Plodinové bursy. bbox=[1155, 1017, 1272, 1032]
separator bbox=[1301, 1313, 1517, 1314]
section-title-bursa: Vídeňská bursa. bbox=[1253, 1325, 1565, 1366]
article-title: Zkouška státníkova. bbox=[747, 172, 943, 192]
article-lead: Z Prahy, bbox=[591, 198, 651, 213]
bursa-name: Lloyd bbox=[1379, 1623, 1413, 1637]
section-title-court: Soudní síň. bbox=[179, 1352, 398, 1393]
bursa-value: 504·— bbox=[1637, 1623, 1677, 1637]
bursa-value: —·— bbox=[1308, 1606, 1376, 1622]
article-paragraph bbox=[575, 1313, 1115, 1348]
article-text: Březen dodržel to, co dle programu mu bylo uloženo; dne 20. m. m. nastoupilo jaro a přenesení dosavadními dny připomíná nám stálé svou připomínání, třeba že ještě časem ostrý severák nám rozloučení se zimou připomínal. Den se rychle dlouží, dnem 1. dubna vychází slunce o 5. hod. 40 min. a o 6. hod. 37 m. zapadá, tedy o 15 minut dříve. Dne 15. dubna vychází slunce o 5. hod. 12 m., zapadá o 6. hod. 58 m. a dne 30. dubna vychází o 4. hod. 45 m., zapadá o 7. hod. 20 m. Měsíc jest v úplňku dne 20. dubna a ve svém novu dne 5. dubna. bbox=[30, 714, 547, 850]
article-text: V Budapešti, 4. dubna. (Zvl. tel. »L. N.«) Pšenice na podzim zl. 7·53—7·54, na jaro 7·33—7·34; kukuřice květen-červen 5·05—5·08; oves na jaro 7·— až 7·2; žito zl. 11·55. Lih pohot. zl. —·— až —·—. Kukuřice 4·70—4·80. — Nabídka a koupěchtivost střední. Obrat 18.000 m. c. Ceny obilnin jiných pevny a nezměněny. Počasí: krásné. bbox=[1139, 1143, 1679, 1210]
table-row bbox=[1139, 1672, 1679, 1688]
ad-firm: Ondřeje Gacha v Brně, Radnická ul. bbox=[1171, 2059, 1647, 2122]
